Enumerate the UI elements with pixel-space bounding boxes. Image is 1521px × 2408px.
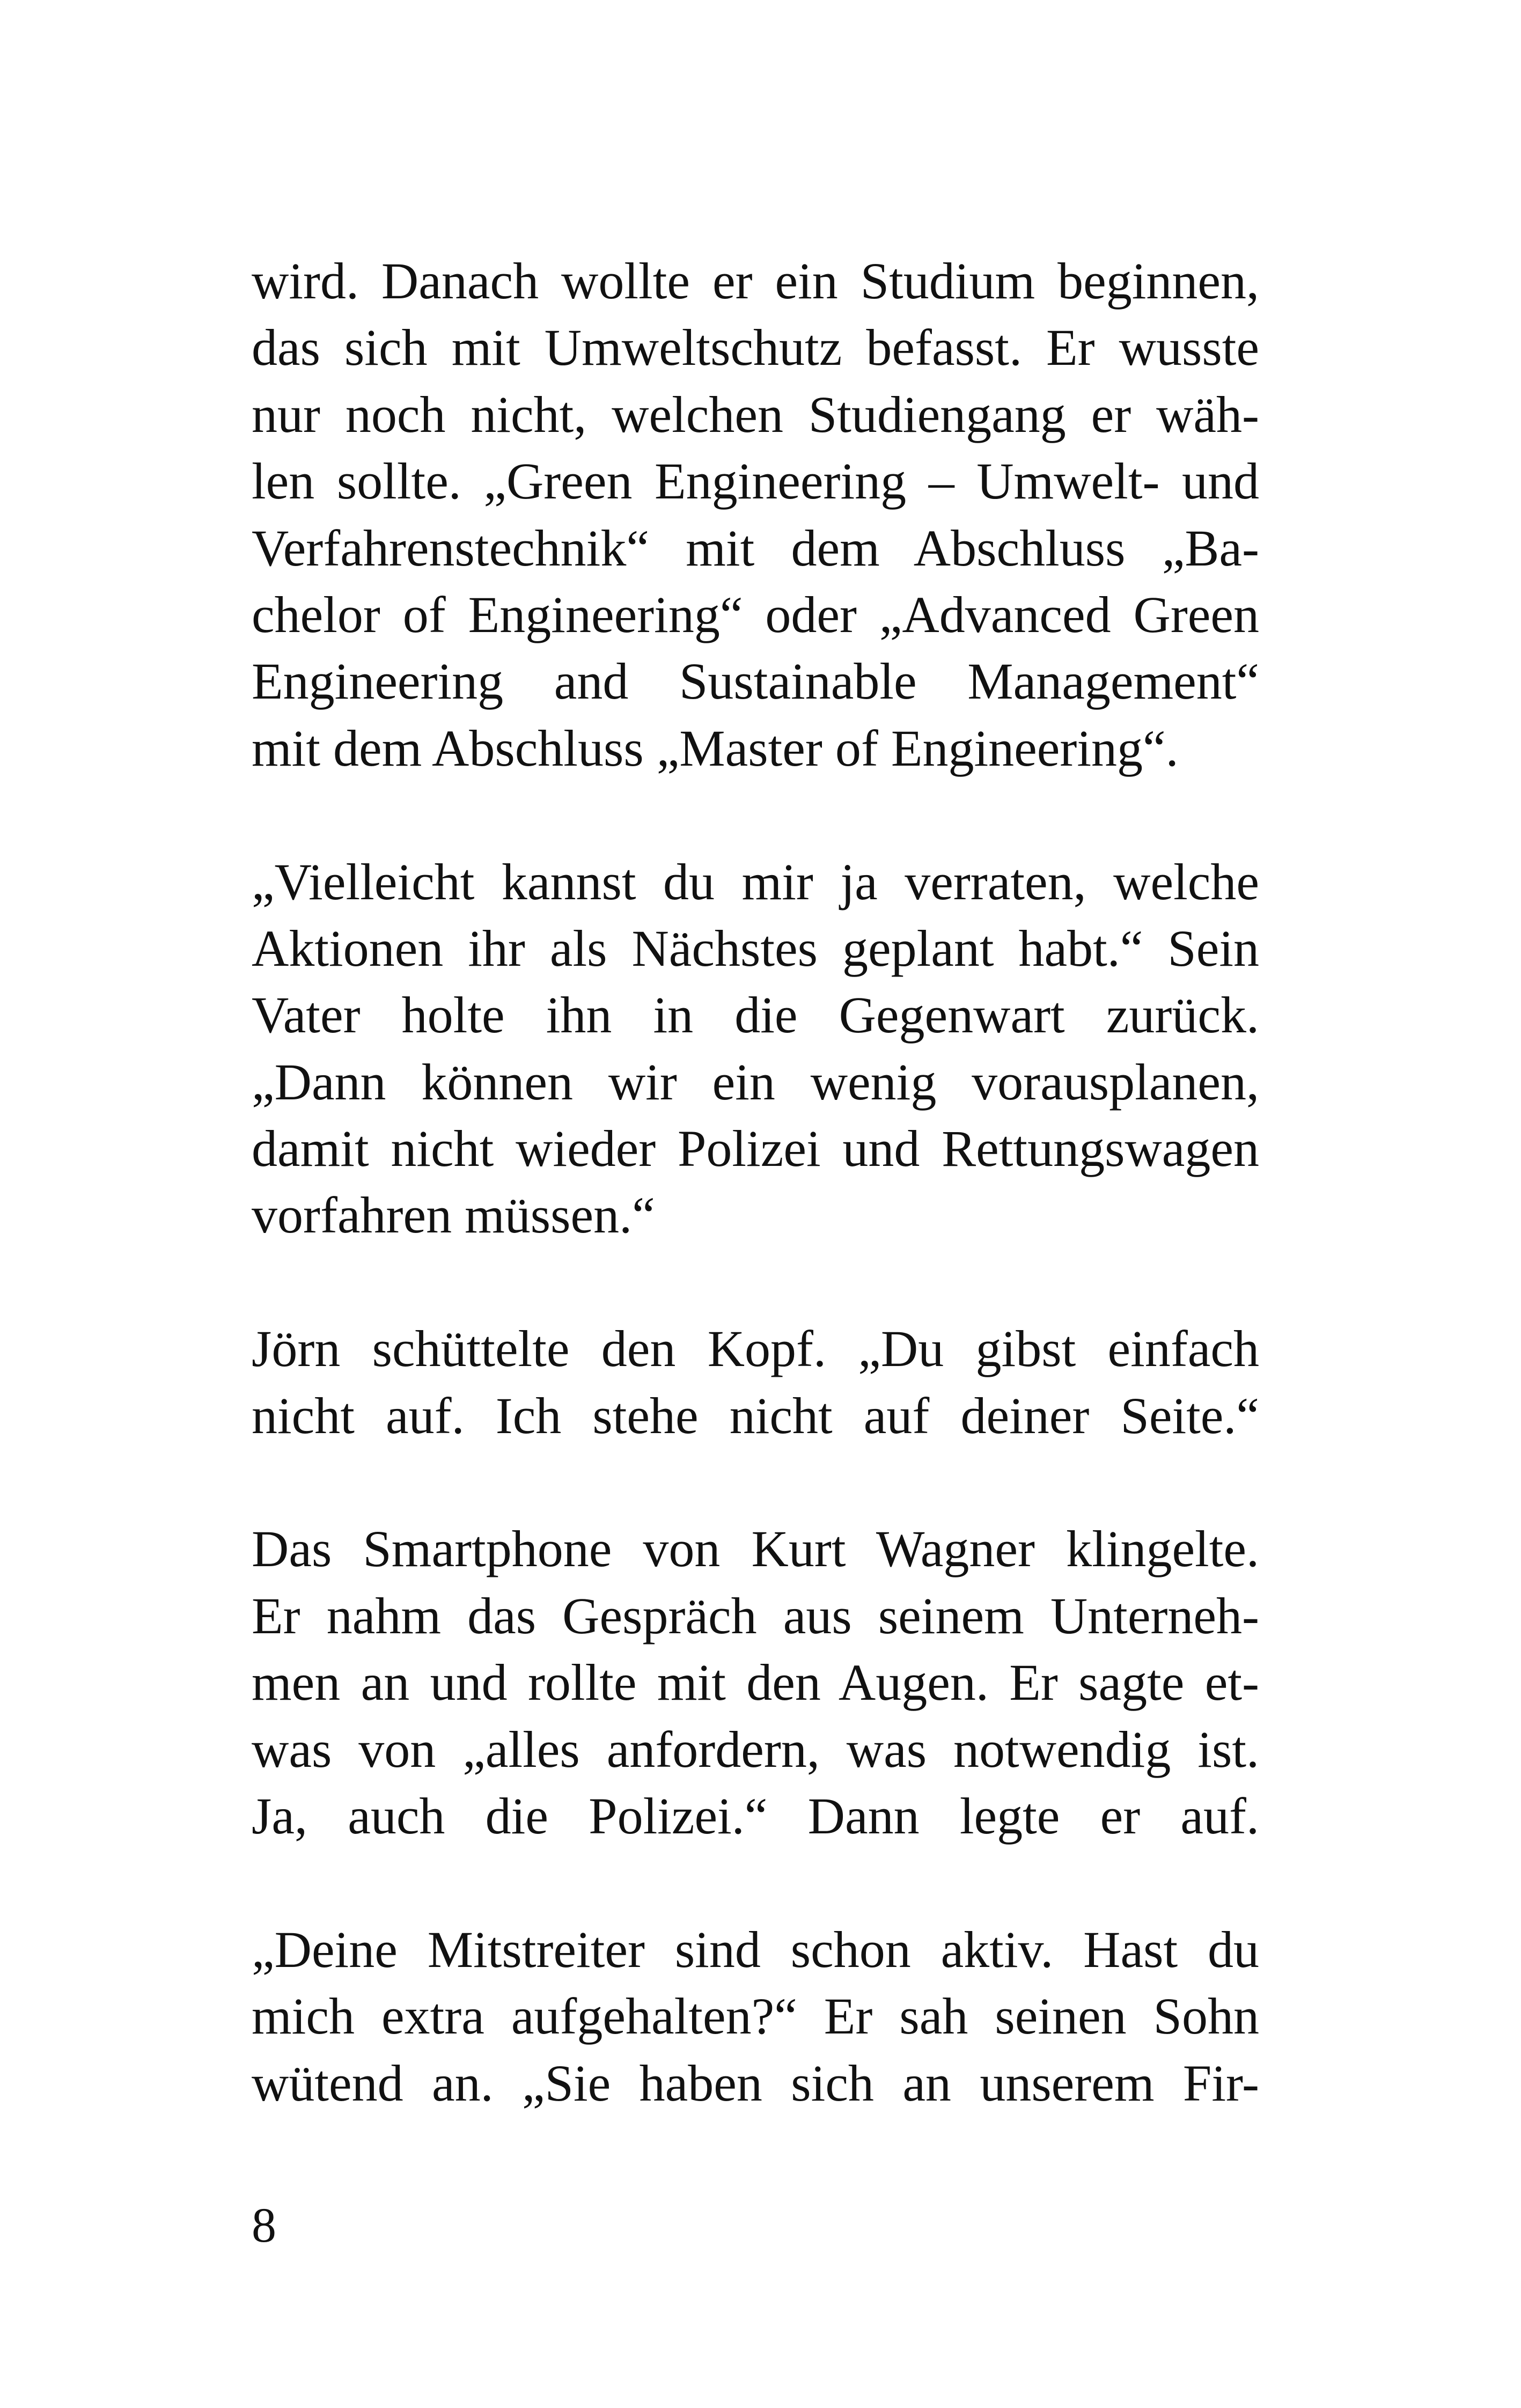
text-line: Vater holte ihn in die Gegenwart zurück.	[252, 986, 1259, 1044]
text-line: Engineering and Sustainable Management“	[252, 652, 1259, 710]
text-line: Verfahrenstechnik“ mit dem Abschluss „Ba-	[252, 519, 1259, 577]
text-line: wird. Danach wollte er ein Studium beginnen,	[252, 252, 1259, 310]
text-line: Jörn schüttelte den Kopf. „Du gibst einfach	[252, 1320, 1259, 1378]
body-text	[252, 248, 1259, 2183]
paragraph-3	[252, 1316, 1259, 1449]
text-line: Ja, auch die Polizei.“ Dann legte er auf.	[252, 1787, 1259, 1845]
text-line: Er nahm das Gespräch aus seinem Unterneh-	[252, 1587, 1259, 1645]
paragraph-1	[252, 248, 1259, 782]
text-line: „Deine Mitstreiter sind schon aktiv. Hast du	[252, 1920, 1259, 1978]
text-line: Aktionen ihr als Nächstes geplant habt.“ Sein	[252, 919, 1259, 977]
text-line: len sollte. „Green Engineering – Umwelt- und	[252, 452, 1259, 510]
paragraph-5	[252, 1917, 1259, 2117]
text-line: wütend an. „Sie haben sich an unserem Fir-	[252, 2054, 1259, 2112]
paragraph-2	[252, 849, 1259, 1249]
text-line: „Vielleicht kannst du mir ja verraten, welche	[252, 853, 1259, 911]
text-line: „Dann können wir ein wenig vorausplanen,	[252, 1053, 1259, 1111]
text-line: damit nicht wieder Polizei und Rettungswagen	[252, 1120, 1259, 1178]
text-line: mich extra aufgehalten?“ Er sah seinen Sohn	[252, 1987, 1259, 2045]
text-line: was von „alles anfordern, was notwendig ist.	[252, 1720, 1259, 1778]
text-line: Das Smartphone von Kurt Wagner klingelte.	[252, 1520, 1259, 1578]
text-line: chelor of Engineering“ oder „Advanced Green	[252, 585, 1259, 643]
text-line: men an und rollte mit den Augen. Er sagte et-	[252, 1654, 1259, 1712]
page-number: 8	[252, 2198, 276, 2252]
text-line: nur noch nicht, welchen Studiengang er wäh-	[252, 385, 1259, 443]
text-line: nicht auf. Ich stehe nicht auf deiner Seite.“	[252, 1386, 1259, 1444]
text-line: das sich mit Umweltschutz befasst. Er wusste	[252, 319, 1259, 377]
text-line: mit dem Abschluss „Master of Engineering“.	[252, 719, 1179, 777]
paragraph-4	[252, 1516, 1259, 1849]
text-line: vorfahren müssen.“	[252, 1186, 655, 1244]
